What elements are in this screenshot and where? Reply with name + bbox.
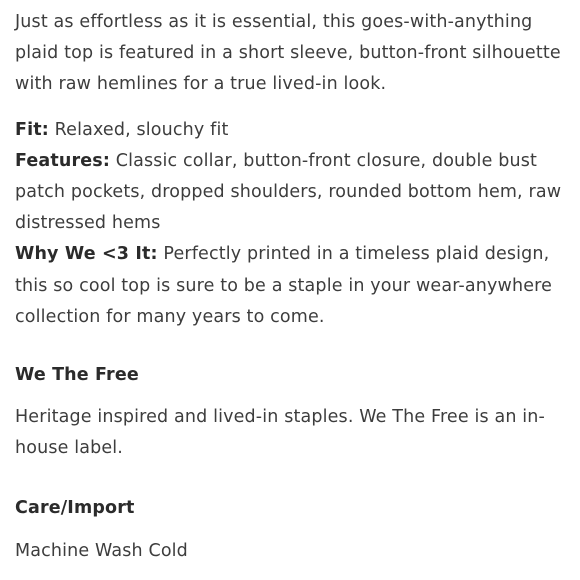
- product-description: [15, 7, 575, 567]
- care-heading: Care/Import: [15, 497, 135, 518]
- detail-why-text: Perfectly printed in a timeless plaid design, this so cool top is sure to be a staple in your wear-anywhere collection for many years to come.: [15, 244, 553, 327]
- detail-features-label: Features:: [15, 150, 111, 171]
- detail-features: [15, 146, 575, 240]
- details-section: [15, 115, 575, 333]
- detail-fit-text: Relaxed, slouchy fit: [48, 119, 229, 140]
- brand-heading: We The Free: [15, 365, 139, 386]
- detail-fit-label: Fit:: [15, 119, 49, 140]
- intro-paragraph: Just as effortless as it is essential, this goes-with-anything plaid top is featured in a short sleeve, button-front silhouette with raw hemlines for a true lived-in look.: [15, 12, 561, 95]
- detail-why-label: Why We <3 It:: [15, 244, 158, 265]
- detail-fit: [15, 115, 575, 146]
- brand-text: Heritage inspired and lived-in staples. We The Free is an in-house label.: [15, 407, 546, 459]
- detail-features-text: Classic collar, button-front closure, double bust patch pockets, dropped shoulders, rounded bottom hem, raw distressed hems: [15, 150, 562, 234]
- care-text: Machine Wash Cold: [15, 540, 188, 561]
- detail-why: [15, 239, 575, 333]
